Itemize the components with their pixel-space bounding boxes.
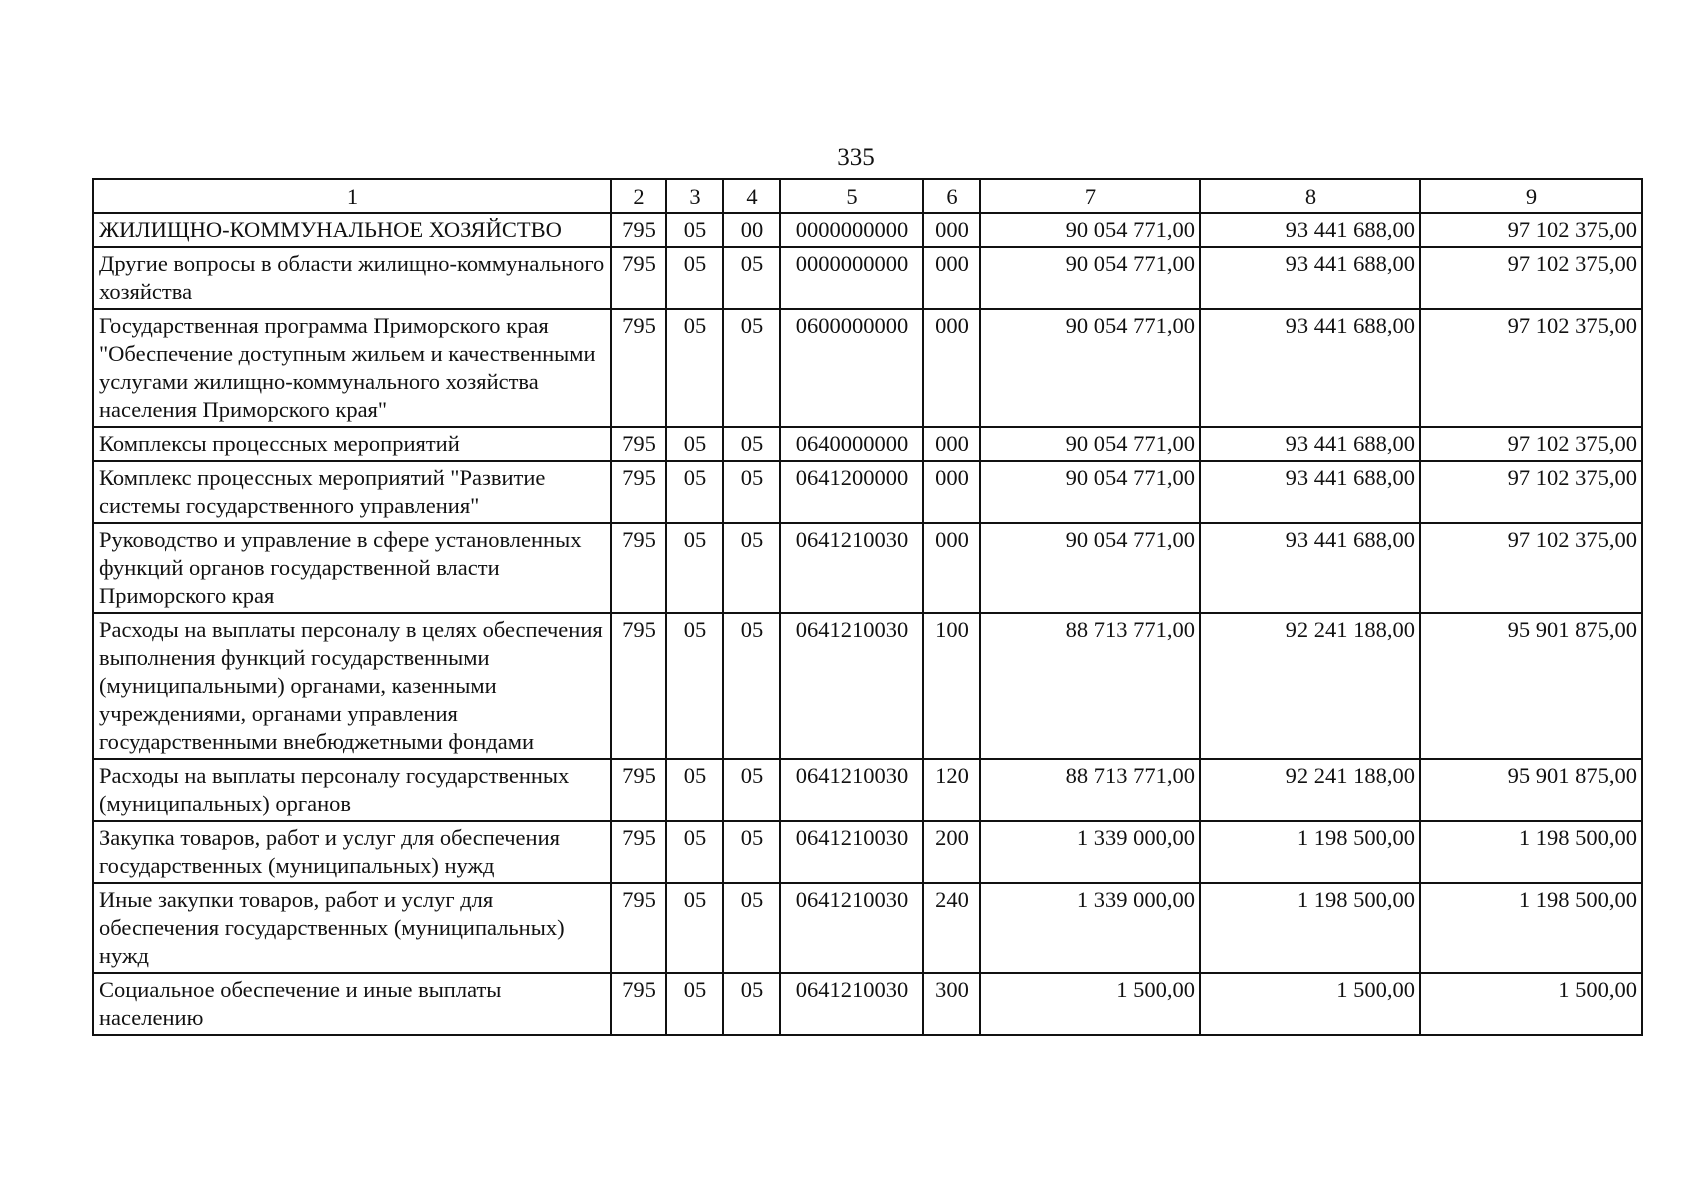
table-row [93, 461, 1642, 523]
table-row [93, 427, 1642, 461]
table-row [93, 523, 1642, 613]
expense-type-code: 000 [923, 461, 980, 523]
section-code: 05 [666, 213, 723, 247]
ministry-code: 795 [611, 883, 666, 973]
ministry-code: 795 [611, 613, 666, 759]
target-article-code: 0641210030 [780, 613, 923, 759]
amount-col-8: 1 500,00 [1200, 973, 1420, 1035]
ministry-code: 795 [611, 213, 666, 247]
table-row [93, 213, 1642, 247]
section-code: 05 [666, 427, 723, 461]
expense-type-code: 120 [923, 759, 980, 821]
subsection-code: 00 [723, 213, 780, 247]
row-name: Социальное обеспечение и иные выплаты населению [93, 973, 611, 1035]
subsection-code: 05 [723, 613, 780, 759]
table-row [93, 613, 1642, 759]
subsection-code: 05 [723, 309, 780, 427]
subsection-code: 05 [723, 883, 780, 973]
amount-col-7: 90 054 771,00 [980, 427, 1200, 461]
amount-col-8: 93 441 688,00 [1200, 523, 1420, 613]
amount-col-9: 97 102 375,00 [1420, 523, 1642, 613]
amount-col-7: 1 339 000,00 [980, 821, 1200, 883]
expense-type-code: 000 [923, 523, 980, 613]
target-article-code: 0641210030 [780, 973, 923, 1035]
expense-type-code: 240 [923, 883, 980, 973]
column-header: 1 [93, 179, 611, 213]
column-header: 7 [980, 179, 1200, 213]
subsection-code: 05 [723, 523, 780, 613]
column-header: 2 [611, 179, 666, 213]
amount-col-9: 95 901 875,00 [1420, 759, 1642, 821]
target-article-code: 0641200000 [780, 461, 923, 523]
row-name: Другие вопросы в области жилищно-коммунального хозяйства [93, 247, 611, 309]
amount-col-8: 93 441 688,00 [1200, 427, 1420, 461]
section-code: 05 [666, 973, 723, 1035]
table-row [93, 883, 1642, 973]
budget-table [92, 178, 1643, 1036]
row-name: Закупка товаров, работ и услуг для обеспечения государственных (муниципальных) нужд [93, 821, 611, 883]
expense-type-code: 300 [923, 973, 980, 1035]
section-code: 05 [666, 309, 723, 427]
header-row [93, 179, 1642, 213]
expense-type-code: 000 [923, 427, 980, 461]
amount-col-8: 93 441 688,00 [1200, 309, 1420, 427]
ministry-code: 795 [611, 759, 666, 821]
ministry-code: 795 [611, 523, 666, 613]
expense-type-code: 000 [923, 247, 980, 309]
amount-col-7: 90 054 771,00 [980, 523, 1200, 613]
ministry-code: 795 [611, 309, 666, 427]
section-code: 05 [666, 821, 723, 883]
row-name: Расходы на выплаты персоналу государственных (муниципальных) органов [93, 759, 611, 821]
section-code: 05 [666, 523, 723, 613]
column-header: 8 [1200, 179, 1420, 213]
target-article-code: 0641210030 [780, 759, 923, 821]
section-code: 05 [666, 759, 723, 821]
amount-col-8: 93 441 688,00 [1200, 213, 1420, 247]
amount-col-7: 1 500,00 [980, 973, 1200, 1035]
amount-col-9: 1 198 500,00 [1420, 883, 1642, 973]
expense-type-code: 100 [923, 613, 980, 759]
row-name: Комплекс процессных мероприятий "Развитие системы государственного управления" [93, 461, 611, 523]
row-name: Руководство и управление в сфере установленных функций органов государственной власти Приморского края [93, 523, 611, 613]
amount-col-9: 97 102 375,00 [1420, 427, 1642, 461]
amount-col-7: 90 054 771,00 [980, 309, 1200, 427]
amount-col-9: 97 102 375,00 [1420, 461, 1642, 523]
target-article-code: 0600000000 [780, 309, 923, 427]
target-article-code: 0000000000 [780, 213, 923, 247]
column-header: 4 [723, 179, 780, 213]
subsection-code: 05 [723, 427, 780, 461]
amount-col-9: 1 198 500,00 [1420, 821, 1642, 883]
expense-type-code: 000 [923, 309, 980, 427]
amount-col-7: 88 713 771,00 [980, 613, 1200, 759]
ministry-code: 795 [611, 821, 666, 883]
amount-col-8: 92 241 188,00 [1200, 759, 1420, 821]
target-article-code: 0641210030 [780, 821, 923, 883]
column-header: 3 [666, 179, 723, 213]
column-header: 6 [923, 179, 980, 213]
amount-col-9: 95 901 875,00 [1420, 613, 1642, 759]
section-code: 05 [666, 883, 723, 973]
ministry-code: 795 [611, 973, 666, 1035]
row-name: Государственная программа Приморского края "Обеспечение доступным жильем и качественными услугами жилищно-коммунального хозяйства населения Приморского края" [93, 309, 611, 427]
amount-col-8: 1 198 500,00 [1200, 883, 1420, 973]
ministry-code: 795 [611, 427, 666, 461]
row-name: Иные закупки товаров, работ и услуг для обеспечения государственных (муниципальных) нужд [93, 883, 611, 973]
amount-col-9: 1 500,00 [1420, 973, 1642, 1035]
subsection-code: 05 [723, 821, 780, 883]
amount-col-7: 90 054 771,00 [980, 461, 1200, 523]
table-row [93, 759, 1642, 821]
table-row [93, 973, 1642, 1035]
subsection-code: 05 [723, 759, 780, 821]
ministry-code: 795 [611, 247, 666, 309]
table-row [93, 821, 1642, 883]
amount-col-7: 90 054 771,00 [980, 247, 1200, 309]
amount-col-9: 97 102 375,00 [1420, 213, 1642, 247]
subsection-code: 05 [723, 247, 780, 309]
section-code: 05 [666, 461, 723, 523]
target-article-code: 0000000000 [780, 247, 923, 309]
section-code: 05 [666, 613, 723, 759]
expense-type-code: 200 [923, 821, 980, 883]
amount-col-9: 97 102 375,00 [1420, 309, 1642, 427]
row-name: Расходы на выплаты персоналу в целях обеспечения выполнения функций государственными (муниципальными) органами, казенными учреждениями, органами управления государственными внебюджетными фондами [93, 613, 611, 759]
amount-col-7: 1 339 000,00 [980, 883, 1200, 973]
ministry-code: 795 [611, 461, 666, 523]
target-article-code: 0640000000 [780, 427, 923, 461]
subsection-code: 05 [723, 973, 780, 1035]
target-article-code: 0641210030 [780, 523, 923, 613]
target-article-code: 0641210030 [780, 883, 923, 973]
amount-col-8: 93 441 688,00 [1200, 461, 1420, 523]
page-number: 335 [837, 144, 875, 171]
subsection-code: 05 [723, 461, 780, 523]
section-code: 05 [666, 247, 723, 309]
amount-col-7: 88 713 771,00 [980, 759, 1200, 821]
amount-col-8: 1 198 500,00 [1200, 821, 1420, 883]
amount-col-8: 92 241 188,00 [1200, 613, 1420, 759]
row-name: Комплексы процессных мероприятий [93, 427, 611, 461]
amount-col-7: 90 054 771,00 [980, 213, 1200, 247]
column-header: 9 [1420, 179, 1642, 213]
table-row [93, 309, 1642, 427]
amount-col-8: 93 441 688,00 [1200, 247, 1420, 309]
column-header: 5 [780, 179, 923, 213]
expense-type-code: 000 [923, 213, 980, 247]
table-row [93, 247, 1642, 309]
amount-col-9: 97 102 375,00 [1420, 247, 1642, 309]
row-name: ЖИЛИЩНО-КОММУНАЛЬНОЕ ХОЗЯЙСТВО [93, 213, 611, 247]
